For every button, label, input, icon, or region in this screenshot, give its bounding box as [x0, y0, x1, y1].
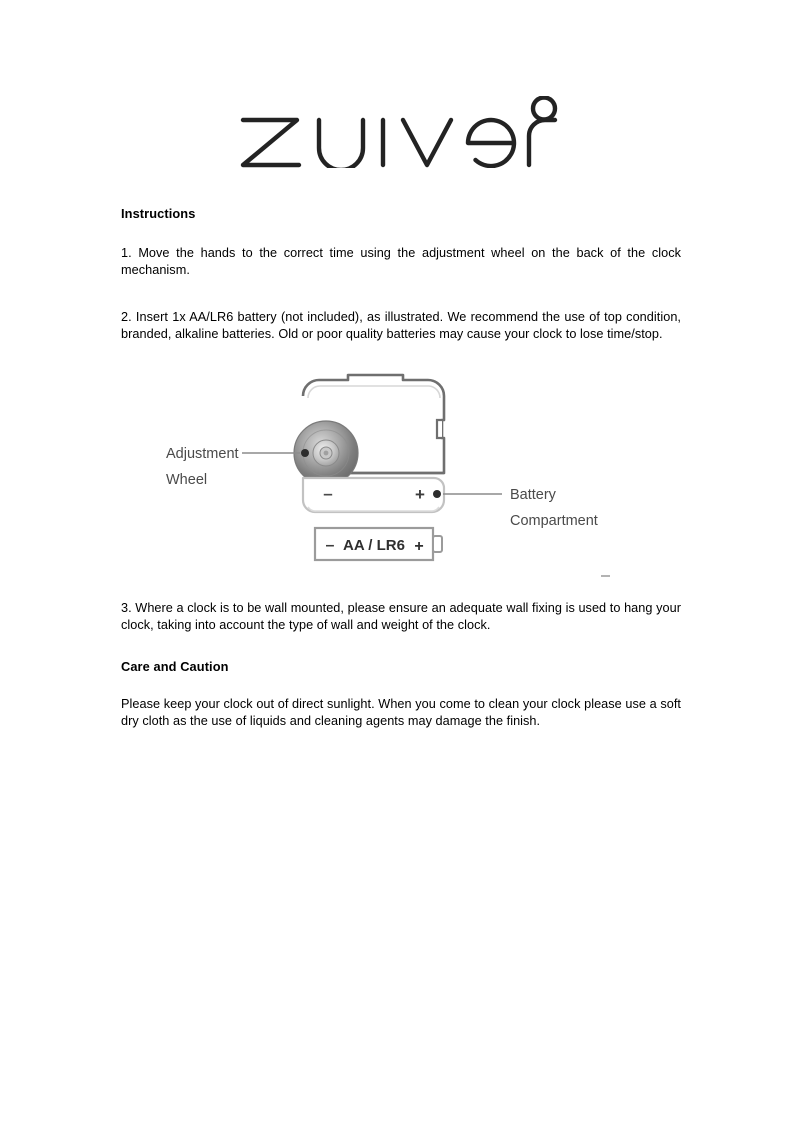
battery-compartment-label-line2: Compartment [510, 513, 598, 529]
mechanism-illustration [150, 360, 630, 592]
instruction-step-1: 1. Move the hands to the correct time using the adjustment wheel on the back of the clock mechanism. [121, 246, 681, 278]
zuiver-logotype [240, 96, 562, 168]
care-and-caution-heading: Care and Caution [121, 658, 229, 674]
instructions-heading: Instructions [121, 206, 196, 221]
instructions-section [121, 206, 681, 343]
battery-minus-symbol: – [325, 537, 335, 554]
care-and-caution-body: Please keep your clock out of direct sunlight. When you come to clean your clock please use a soft dry cloth as the use of liquids and cleaning agents may damage the finish. [121, 696, 681, 728]
battery-compartment [303, 478, 444, 512]
aa-battery [315, 528, 442, 560]
battery-compartment-label-line1: Battery [510, 487, 556, 503]
battery-type-label: AA / LR6 [343, 537, 405, 554]
brand-logo [0, 96, 802, 168]
instruction-step-2: 2. Insert 1x AA/LR6 battery (not included), as illustrated. We recommend the use of top condition, branded, alkaline batteries. Old or poor quality batteries may cause your clock to lose time/stop. [121, 309, 681, 341]
battery-compartment-callout [433, 487, 598, 529]
adjustment-wheel-callout [166, 446, 309, 488]
adjustment-wheel-label-line1: Adjustment [166, 446, 239, 462]
compartment-plus-symbol: + [415, 485, 425, 504]
compartment-minus-symbol: – [323, 484, 333, 503]
adjustment-leader-dot [301, 449, 309, 457]
instruction-step-3: 3. Where a clock is to be wall mounted, please ensure an adequate wall fixing is used to hang your clock, taking into account the type of wall and weight of the clock. [121, 601, 681, 633]
adjustment-wheel-label-line2: Wheel [166, 472, 208, 488]
battery-plus-symbol: + [414, 538, 424, 555]
lower-text-section [121, 600, 681, 730]
battery-leader-dot [433, 490, 441, 498]
battery-terminal-nub [433, 536, 442, 552]
scan-artifact [601, 575, 610, 577]
clock-mechanism-diagram [150, 360, 630, 592]
